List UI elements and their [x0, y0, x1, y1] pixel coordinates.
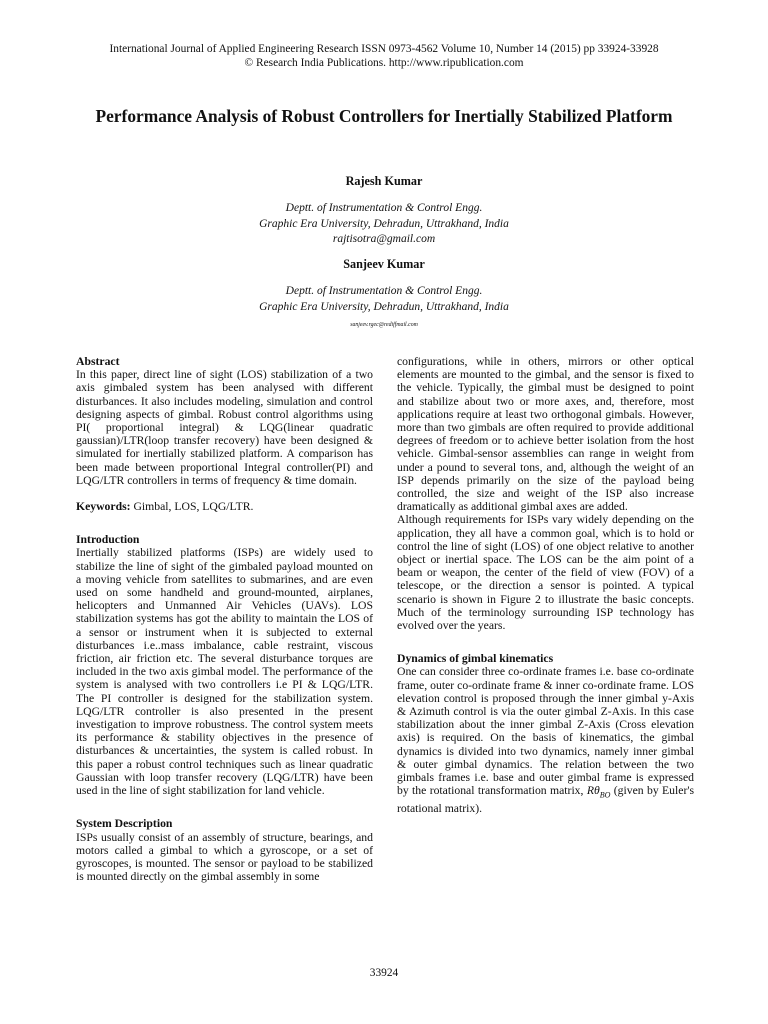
- author-dept-1: Deptt. of Instrumentation & Control Engg.: [285, 202, 483, 214]
- author-univ-1: Graphic Era University, Dehradun, Uttrakhand, India: [259, 217, 509, 230]
- abstract-text: In this paper, direct line of sight (LOS) stabilization of a two axis gimbaled system has been analysed with different disturbances. It also includes modeling, simulation and control designing aspects of gimbal. Robust control algorithms using PI( proportional integral) & LQG(linear quadratic gaussian)/LTR(loop transfer recovery) have been designed & simulated for inertially stabilized platform. A comparison has been made between proportional Integral controller(PI) and LQG/LTR controllers in terms of frequency & time domain.: [76, 368, 373, 487]
- keywords-text: Gimbal, LOS, LQG/LTR.: [130, 500, 254, 514]
- rotation-matrix-symbol: [586, 784, 611, 800]
- dynamics-tail: (given by Euler's rotational matrix).: [397, 784, 695, 815]
- isp-paragraph-1: configurations, while in others, mirrors or other optical elements are mounted to the gimbal, and the sensor is fixed to the vehicle. Typically, the gimbal must be designed to point and stabilize about two or more axes, and, therefore, most applications require at least two orthogonal gimbals. However, more than two gimbals are often required to provide additional degrees of freedom or to achieve better isolation from the host vehicle. Gimbal-sensor assemblies can range in weight from under a pound to several tons, and, although the weight of an ISP depends primarily on the size of the payload being controlled, the size and weight of the ISP also increase dramatically as additional gimbal axes are added.: [397, 355, 694, 514]
- author-affiliation-2: [0, 284, 768, 334]
- introduction-heading: Introduction: [76, 533, 140, 547]
- author-affiliation-1: [0, 201, 768, 248]
- keywords-label: Keywords:: [76, 500, 131, 514]
- author-email-1: rajtisotra@gmail.com: [332, 233, 436, 245]
- page-number: 33924: [369, 967, 399, 979]
- abstract-heading: Abstract: [76, 355, 120, 368]
- system-description-text: ISPs usually consist of an assembly of structure, bearings, and motors called a gimbal to which a gyroscope, or a set of gyroscopes, is mounted. The sensor or payload to be stabilized is mounted directly on the gimbal assembly in some: [76, 830, 373, 884]
- introduction-text: Inertially stabilized platforms (ISPs) are widely used to stabilize the line of sight of the gimbaled payload mounted on a moving vehicle from satellites to submarines, and are even used on some handheld and ground-mounted, airplanes, helicopters and Unmanned Air Vehicles (UAVs). LOS stabilization systems has got the ability to maintain the LOS of a sensor or instrument when it is subjected to external disturbances i.e..mass imbalance, cable restraint, viscous friction, air friction etc. The several disturbance torques are included in the two axis gimbal model. The performance of the system is analysed with two controllers i.e PI & LQG/LTR. The PI controller is designed for the stabilization system. LQG/LTR controller is also presented in the present investigation to improve robustness. The control system meets its performance & stability objectives in the presence of disturbances & uncertainties, the system is called robust. In this paper a robust control techniques such as linear quadratic Gaussian with loop transfer recovery (LQG/LTR) have been used in the line of sight stabilization for land vehicle.: [76, 546, 373, 798]
- author-dept-2: Deptt. of Instrumentation & Control Engg.: [285, 285, 483, 297]
- dynamics-heading: Dynamics of gimbal kinematics: [397, 652, 554, 666]
- paper-title: Performance Analysis of Robust Controllers for Inertially Stabilized Platform: [95, 106, 673, 126]
- rotation-matrix-sub: BO: [599, 790, 611, 800]
- keywords-line: [76, 500, 373, 513]
- left-column: [76, 355, 373, 883]
- author-name-2: Sanjeev Kumar: [343, 257, 425, 271]
- author-email-2: sanjeev.rgec@rediffmail.com: [350, 322, 418, 328]
- system-description-heading: System Description: [76, 817, 173, 831]
- rotation-matrix-main: Rθ: [586, 784, 600, 798]
- dynamics-text: [397, 665, 694, 815]
- journal-citation: International Journal of Applied Engineering Research ISSN 0973-4562 Volume 10, Number 14 (2015) pp 33924-33928: [109, 43, 659, 55]
- publisher-line: © Research India Publications. http://www.ripublication.com: [244, 57, 524, 69]
- isp-paragraph-2: Although requirements for ISPs vary widely depending on the application, they all have a common goal, which is to hold or control the line of sight (LOS) of one object relative to another object or inertial space. The LOS can be the aim point of a beam or weapon, the center of the field of view (FOV) of a telescope, or the direction a sensor is pointed. A typical scenario is shown in Figure 2 to illustrate the basic concepts. Much of the terminology surrounding ISP technology has evolved over the years.: [397, 513, 694, 633]
- journal-header: [0, 42, 768, 70]
- dynamics-body: One can consider three co-ordinate frames i.e. base co-ordinate frame, outer co-ordinate frame & inner co-ordinate frame. LOS elevation control is proposed through the inner gimbal y-Axis & Azimuth control is via the outer gimbal Z-Axis. In this case stabilization about the inner gimbal Z-Axis (Cross elevation axis) is required. On the basis of kinematics, the gimbal dynamics is divided into two dynamics, namely inner gimbal & outer gimbal dynamics. The relation between the two gimbals frames i.e. base and outer gimbal frame is expressed by the rotational transformation matrix,: [397, 665, 694, 798]
- author-name-1: Rajesh Kumar: [345, 174, 423, 188]
- right-column: [397, 355, 694, 815]
- author-univ-2: Graphic Era University, Dehradun, Uttrakhand, India: [259, 300, 509, 313]
